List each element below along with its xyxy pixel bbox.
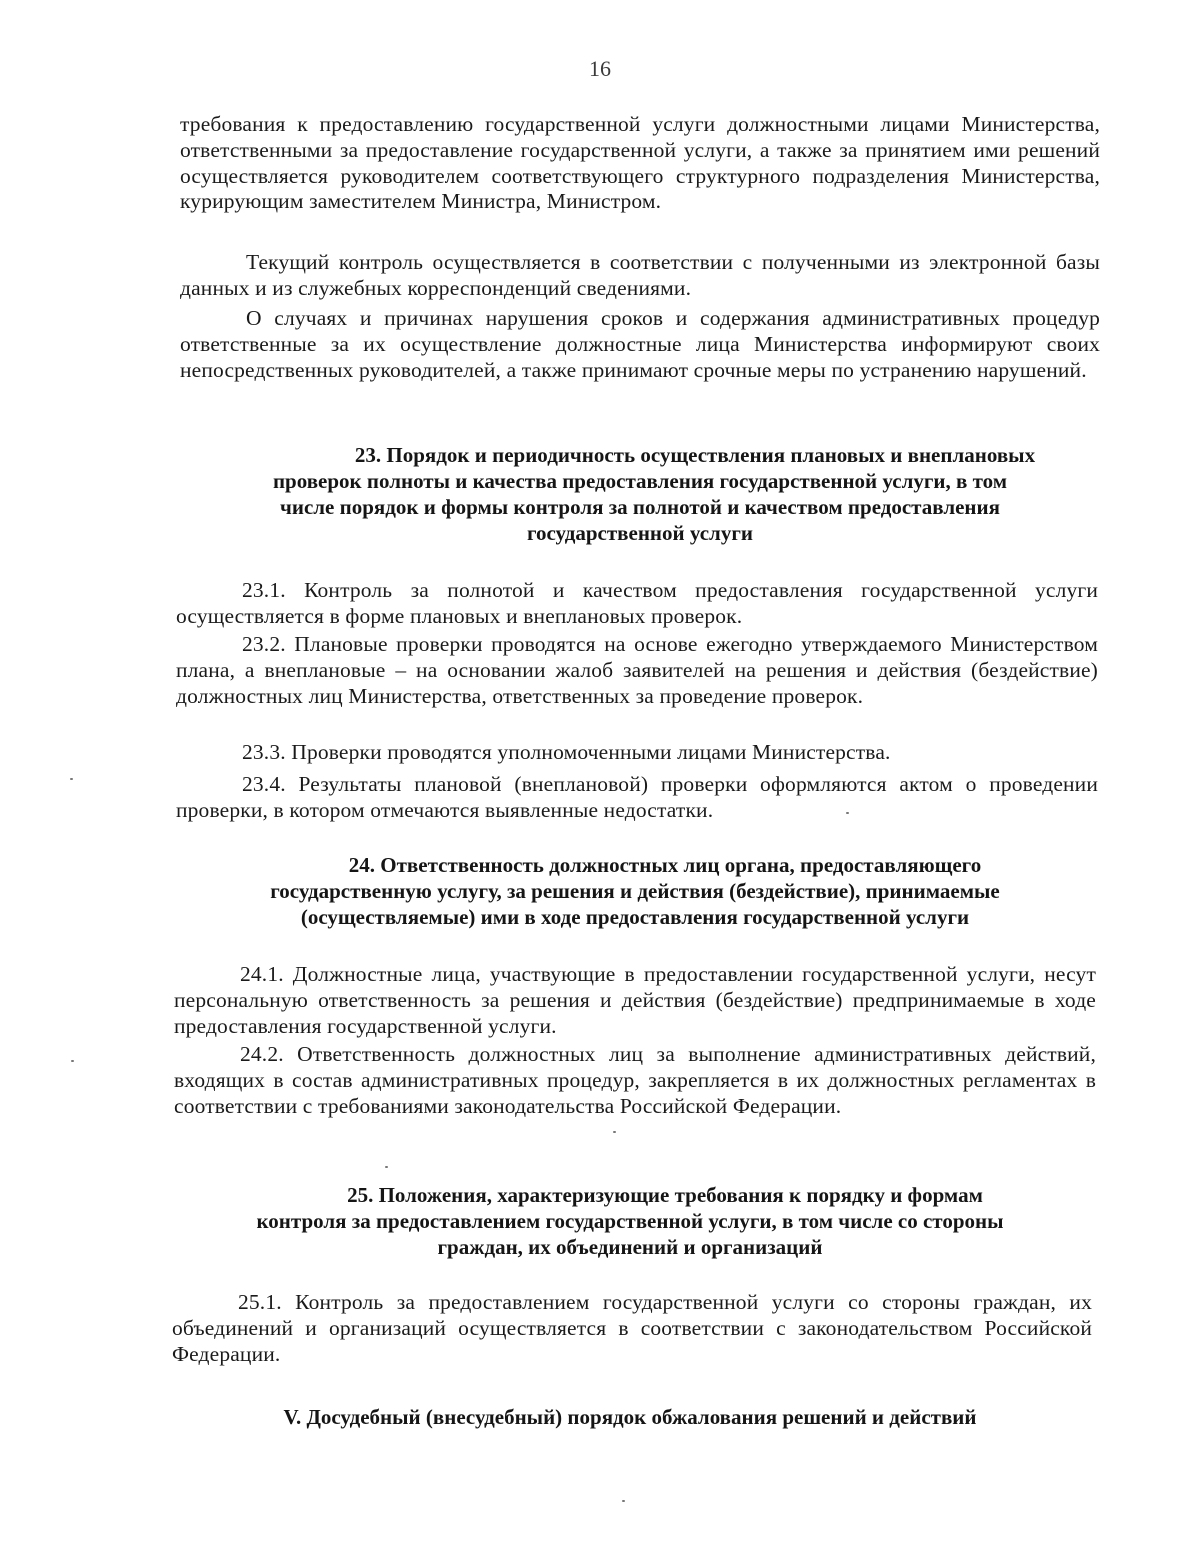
paragraph-23-4: 23.4. Результаты плановой (внеплановой) проверки оформляются актом о проведении проверки, в котором отмечаются выявленные недостатки.	[176, 772, 1098, 822]
paragraph-24-2: 24.2. Ответственность должностных лиц за выполнение административных действий, входящих в состав административных процедур, закрепляется в их должностных регламентах в соответствии с требованиями законодательства Российской Федерации.	[174, 1042, 1096, 1118]
paragraph-supervision-responsibility: требования к предоставлению государственной услуги должностными лицами Министерства, ответственными за предоставление государственной услуги, а также за принятием ими решений осуществляется руководителем соответствующего структурного подразделения Министерства, курирующим заместителем Министра, Министром.	[180, 112, 1100, 214]
paragraph-current-control: Текущий контроль осуществляется в соответствии с полученными из электронной базы данных и из служебных корреспонденций сведениями.	[180, 250, 1100, 300]
section-23-heading-line: числе порядок и формы контроля за полнотой и качеством предоставления	[280, 495, 1000, 519]
section-24-heading-line: государственную услугу, за решения и действия (бездействие), принимаемые	[270, 879, 1000, 903]
chapter-v-heading	[160, 1404, 1100, 1430]
section-25-heading-line: контроля за предоставлением государственной услуги, в том числе со стороны	[256, 1209, 1004, 1233]
section-25-heading	[160, 1182, 1100, 1260]
paragraph-23-3: 23.3. Проверки проводятся уполномоченными лицами Министерства.	[242, 740, 891, 764]
paragraph-24-1: 24.1. Должностные лица, участвующие в предоставлении государственной услуги, несут персональную ответственность за решения и действия (бездействие) предпринимаемые в ходе предоставления государственной услуги.	[174, 962, 1096, 1038]
page-number: 16	[589, 56, 611, 81]
scan-speck	[613, 1131, 616, 1133]
scan-speck	[71, 1060, 74, 1062]
paragraph-violations: О случаях и причинах нарушения сроков и содержания административных процедур ответственные за их осуществление должностные лица Министерства информируют своих непосредственных руководителей, а также принимают срочные меры по устранению нарушений.	[180, 306, 1100, 382]
scan-speck	[70, 778, 73, 780]
section-25-heading-line: граждан, их объединений и организаций	[437, 1235, 823, 1259]
section-24-heading-line: (осуществляемые) ими в ходе предоставления государственной услуги	[300, 905, 970, 929]
section-23-heading	[160, 442, 1120, 546]
paragraph-23-2: 23.2. Плановые проверки проводятся на основе ежегодно утверждаемого Министерством плана, а внеплановые – на основании жалоб заявителей на решения и действия (бездействие) должностных лиц Министерства, ответственных за проведение проверок.	[176, 632, 1098, 708]
paragraph-23-1: 23.1. Контроль за полнотой и качеством предоставления государственной услуги осуществляется в форме плановых и внеплановых проверок.	[176, 578, 1098, 628]
chapter-v-heading-line: V. Досудебный (внесудебный) порядок обжалования решений и действий	[283, 1405, 977, 1429]
paragraph-25-1: 25.1. Контроль за предоставлением государственной услуги со стороны граждан, их объединений и организаций осуществляется в соответствии с законодательством Российской Федерации.	[172, 1290, 1092, 1366]
section-25-heading-line: 25. Положения, характеризующие требования к порядку и формам	[347, 1183, 983, 1207]
section-23-heading-line: 23. Порядок и периодичность осуществления плановых и внеплановых	[354, 443, 1036, 467]
section-24-heading-line: 24. Ответственность должностных лиц органа, предоставляющего	[348, 853, 982, 877]
scan-speck	[846, 812, 849, 814]
section-23-heading-line: государственной услуги	[527, 521, 753, 545]
scan-speck	[385, 1166, 388, 1168]
section-23-heading-line: проверок полноты и качества предоставления государственной услуги, в том	[272, 469, 1008, 493]
section-24-heading	[160, 852, 1110, 930]
scan-speck	[622, 1500, 625, 1502]
